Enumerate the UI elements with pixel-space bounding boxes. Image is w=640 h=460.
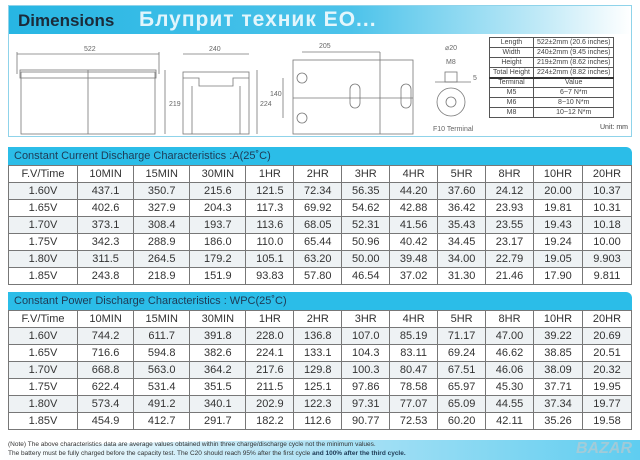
table-cell: 744.2 bbox=[78, 328, 134, 345]
table-cell: 10HR bbox=[534, 311, 583, 328]
table-cell: 151.9 bbox=[190, 268, 246, 285]
table-cell: 121.5 bbox=[246, 183, 294, 200]
table-cell: 104.3 bbox=[342, 345, 390, 362]
terminal-depth-label: 5 bbox=[473, 75, 477, 82]
table-cell: 17.90 bbox=[534, 268, 583, 285]
row-label: 1.60V bbox=[9, 328, 78, 345]
row-label: F.V/Time bbox=[9, 166, 78, 183]
table-cell: 15MIN bbox=[134, 311, 190, 328]
table-cell: 72.34 bbox=[294, 183, 342, 200]
table-cell: 10MIN bbox=[78, 166, 134, 183]
torque-label: M5 bbox=[490, 88, 534, 98]
table-cell: 218.9 bbox=[134, 268, 190, 285]
table-cell: 454.9 bbox=[78, 413, 134, 430]
table-cell: 41.56 bbox=[390, 217, 438, 234]
length-label: 522 bbox=[84, 46, 96, 53]
watermark-logo: BAZAR bbox=[576, 440, 632, 457]
table-cell: 35.26 bbox=[534, 413, 583, 430]
torque-label: M6 bbox=[490, 98, 534, 108]
table-cell: 107.0 bbox=[342, 328, 390, 345]
table-cell: 204.3 bbox=[190, 200, 246, 217]
table-cell: 342.3 bbox=[78, 234, 134, 251]
table-cell: 68.05 bbox=[294, 217, 342, 234]
height-label: 219 bbox=[169, 101, 181, 108]
table-row bbox=[9, 345, 632, 362]
table-cell: 52.31 bbox=[342, 217, 390, 234]
table-cell: 35.43 bbox=[438, 217, 486, 234]
table-cell: 182.2 bbox=[246, 413, 294, 430]
table-cell: 44.20 bbox=[390, 183, 438, 200]
table-cell: 20.51 bbox=[582, 345, 631, 362]
note bbox=[8, 440, 406, 458]
table-cell: 19.77 bbox=[582, 396, 631, 413]
table-cell: 65.09 bbox=[438, 396, 486, 413]
table-cell: 373.1 bbox=[78, 217, 134, 234]
table-row bbox=[9, 396, 632, 413]
table-cell: 136.8 bbox=[294, 328, 342, 345]
table-cell: 20HR bbox=[582, 311, 631, 328]
table-cell: 8HR bbox=[486, 166, 534, 183]
table-row bbox=[9, 413, 632, 430]
table-cell: 202.9 bbox=[246, 396, 294, 413]
table-cell: 20.69 bbox=[582, 328, 631, 345]
spec-label: Height bbox=[490, 58, 534, 68]
table-row bbox=[9, 362, 632, 379]
table-row bbox=[9, 217, 632, 234]
table-cell: 437.1 bbox=[78, 183, 134, 200]
row-label: 1.60V bbox=[9, 183, 78, 200]
table-cell: 211.5 bbox=[246, 379, 294, 396]
row-label: 1.65V bbox=[9, 200, 78, 217]
table-cell: 15MIN bbox=[134, 166, 190, 183]
row-label: 1.85V bbox=[9, 268, 78, 285]
table-cell: 179.2 bbox=[190, 251, 246, 268]
table-cell: 69.24 bbox=[438, 345, 486, 362]
unit-label: Unit: mm bbox=[600, 124, 628, 131]
table-cell: 30MIN bbox=[190, 166, 246, 183]
torque-value: 10~12 N*m bbox=[533, 108, 614, 118]
row-label: 1.85V bbox=[9, 413, 78, 430]
table-cell: 23.93 bbox=[486, 200, 534, 217]
table-cell: 622.4 bbox=[78, 379, 134, 396]
table-cell: 186.0 bbox=[190, 234, 246, 251]
table-cell: 19.81 bbox=[534, 200, 583, 217]
torque-header: Terminal bbox=[490, 78, 534, 88]
note-line-1: (Note) The above characteristics data are average values obtained within three charge/discharge cycle not the minimum values. bbox=[8, 441, 376, 448]
table-cell: 402.6 bbox=[78, 200, 134, 217]
table-cell: 56.35 bbox=[342, 183, 390, 200]
table-cell: 224.1 bbox=[246, 345, 294, 362]
table-cell: 133.1 bbox=[294, 345, 342, 362]
table-cell: 30MIN bbox=[190, 311, 246, 328]
table-cell: 90.77 bbox=[342, 413, 390, 430]
table-cell: 21.46 bbox=[486, 268, 534, 285]
table-cell: 31.30 bbox=[438, 268, 486, 285]
table-cell: 228.0 bbox=[246, 328, 294, 345]
table-cell: 57.80 bbox=[294, 268, 342, 285]
table-cell: 327.9 bbox=[134, 200, 190, 217]
table-cell: 24.12 bbox=[486, 183, 534, 200]
table-cell: 42.11 bbox=[486, 413, 534, 430]
table-cell: 77.07 bbox=[390, 396, 438, 413]
table-cell: 1HR bbox=[246, 311, 294, 328]
current-discharge-title: Constant Current Discharge Characteristics :A(25˚C) bbox=[8, 147, 632, 165]
table-cell: 110.0 bbox=[246, 234, 294, 251]
table-row bbox=[9, 251, 632, 268]
table-cell: 117.3 bbox=[246, 200, 294, 217]
spec-label: Width bbox=[490, 48, 534, 58]
table-header-row bbox=[9, 311, 632, 328]
table-cell: 391.8 bbox=[190, 328, 246, 345]
table-cell: 50.00 bbox=[342, 251, 390, 268]
row-label: 1.80V bbox=[9, 396, 78, 413]
table-cell: 129.8 bbox=[294, 362, 342, 379]
table-cell: 37.71 bbox=[534, 379, 583, 396]
note-line-2: The battery must be fully charged before the capacity test. The C20 should reach 95% after the first cycle bbox=[8, 450, 311, 457]
table-cell: 34.00 bbox=[438, 251, 486, 268]
table-cell: 69.92 bbox=[294, 200, 342, 217]
power-discharge-title: Constant Power Discharge Characteristics : WPC(25˚C) bbox=[8, 292, 632, 310]
table-cell: 47.00 bbox=[486, 328, 534, 345]
table-cell: 350.7 bbox=[134, 183, 190, 200]
table-cell: 291.7 bbox=[190, 413, 246, 430]
table-row bbox=[9, 328, 632, 345]
table-cell: 23.55 bbox=[486, 217, 534, 234]
table-row bbox=[9, 379, 632, 396]
table-cell: 38.09 bbox=[534, 362, 583, 379]
table-cell: 382.6 bbox=[190, 345, 246, 362]
table-cell: 93.83 bbox=[246, 268, 294, 285]
table-cell: 67.51 bbox=[438, 362, 486, 379]
table-cell: 83.11 bbox=[390, 345, 438, 362]
table-cell: 243.8 bbox=[78, 268, 134, 285]
row-label: 1.65V bbox=[9, 345, 78, 362]
table-cell: 611.7 bbox=[134, 328, 190, 345]
table-row bbox=[9, 268, 632, 285]
width-label: 240 bbox=[209, 46, 221, 53]
table-cell: 125.1 bbox=[294, 379, 342, 396]
row-label: 1.75V bbox=[9, 234, 78, 251]
table-cell: 9.903 bbox=[582, 251, 631, 268]
table-cell: 65.97 bbox=[438, 379, 486, 396]
table-cell: 113.6 bbox=[246, 217, 294, 234]
note-line-2-emphasis: and 100% after the third cycle. bbox=[310, 450, 406, 457]
table-cell: 10.31 bbox=[582, 200, 631, 217]
table-cell: 39.22 bbox=[534, 328, 583, 345]
table-cell: 39.48 bbox=[390, 251, 438, 268]
table-cell: 10HR bbox=[534, 166, 583, 183]
table-cell: 10.18 bbox=[582, 217, 631, 234]
torque-value: 8~10 N*m bbox=[533, 98, 614, 108]
table-header-row bbox=[9, 166, 632, 183]
table-cell: 340.1 bbox=[190, 396, 246, 413]
table-cell: 45.30 bbox=[486, 379, 534, 396]
power-discharge-table bbox=[8, 310, 632, 430]
torque-header: Value bbox=[533, 78, 614, 88]
table-cell: 97.31 bbox=[342, 396, 390, 413]
table-cell: 573.4 bbox=[78, 396, 134, 413]
table-cell: 38.85 bbox=[534, 345, 583, 362]
table-cell: 531.4 bbox=[134, 379, 190, 396]
table-cell: 217.6 bbox=[246, 362, 294, 379]
table-cell: 20HR bbox=[582, 166, 631, 183]
table-row bbox=[9, 183, 632, 200]
table-cell: 4HR bbox=[390, 311, 438, 328]
table-cell: 97.86 bbox=[342, 379, 390, 396]
table-cell: 80.47 bbox=[390, 362, 438, 379]
table-cell: 19.24 bbox=[534, 234, 583, 251]
terminal-dia-label: ⌀20 bbox=[445, 45, 458, 52]
table-cell: 44.55 bbox=[486, 396, 534, 413]
spec-value: 219±2mm (8.62 inches) bbox=[533, 58, 614, 68]
torque-value: 6~7 N*m bbox=[533, 88, 614, 98]
table-cell: 594.8 bbox=[134, 345, 190, 362]
spec-value: 224±2mm (8.82 inches) bbox=[533, 68, 614, 78]
dimensions-title: Dimensions bbox=[18, 11, 115, 30]
table-cell: 193.7 bbox=[190, 217, 246, 234]
table-cell: 288.9 bbox=[134, 234, 190, 251]
table-cell: 716.6 bbox=[78, 345, 134, 362]
terminal-gap-label: 140 bbox=[270, 91, 282, 98]
watermark-text: Блуприт техник ЕО... bbox=[139, 8, 377, 31]
table-cell: 71.17 bbox=[438, 328, 486, 345]
row-label: 1.70V bbox=[9, 217, 78, 234]
table-cell: 50.96 bbox=[342, 234, 390, 251]
spec-value: 240±2mm (9.45 inches) bbox=[533, 48, 614, 58]
table-cell: 22.79 bbox=[486, 251, 534, 268]
table-cell: 100.3 bbox=[342, 362, 390, 379]
total-height-label: 224 bbox=[260, 101, 272, 108]
table-row bbox=[9, 200, 632, 217]
table-cell: 1HR bbox=[246, 166, 294, 183]
torque-label: M8 bbox=[490, 108, 534, 118]
table-cell: 3HR bbox=[342, 311, 390, 328]
row-label: 1.70V bbox=[9, 362, 78, 379]
table-cell: 19.05 bbox=[534, 251, 583, 268]
table-cell: 668.8 bbox=[78, 362, 134, 379]
table-cell: 5HR bbox=[438, 166, 486, 183]
power-discharge-section bbox=[8, 292, 632, 430]
table-cell: 364.2 bbox=[190, 362, 246, 379]
table-cell: 215.6 bbox=[190, 183, 246, 200]
table-cell: 412.7 bbox=[134, 413, 190, 430]
table-cell: 34.45 bbox=[438, 234, 486, 251]
table-cell: 85.19 bbox=[390, 328, 438, 345]
row-label: 1.75V bbox=[9, 379, 78, 396]
table-cell: 46.62 bbox=[486, 345, 534, 362]
table-cell: 63.20 bbox=[294, 251, 342, 268]
table-cell: 10MIN bbox=[78, 311, 134, 328]
row-label: F.V/Time bbox=[9, 311, 78, 328]
table-cell: 10.37 bbox=[582, 183, 631, 200]
table-cell: 491.2 bbox=[134, 396, 190, 413]
terminal-name-label: F10 Terminal bbox=[433, 126, 474, 133]
table-cell: 37.34 bbox=[534, 396, 583, 413]
table-cell: 112.6 bbox=[294, 413, 342, 430]
table-cell: 311.5 bbox=[78, 251, 134, 268]
spec-label: Total Height bbox=[490, 68, 534, 78]
table-cell: 19.43 bbox=[534, 217, 583, 234]
table-cell: 65.44 bbox=[294, 234, 342, 251]
table-cell: 23.17 bbox=[486, 234, 534, 251]
terminal-thread-label: M8 bbox=[446, 59, 456, 66]
table-cell: 72.53 bbox=[390, 413, 438, 430]
current-discharge-table bbox=[8, 165, 632, 285]
spec-label: Length bbox=[490, 38, 534, 48]
table-row bbox=[9, 234, 632, 251]
table-cell: 20.00 bbox=[534, 183, 583, 200]
table-cell: 2HR bbox=[294, 166, 342, 183]
spec-table bbox=[489, 37, 614, 118]
row-label: 1.80V bbox=[9, 251, 78, 268]
table-cell: 19.95 bbox=[582, 379, 631, 396]
table-cell: 264.5 bbox=[134, 251, 190, 268]
table-cell: 54.62 bbox=[342, 200, 390, 217]
table-cell: 78.58 bbox=[390, 379, 438, 396]
table-cell: 4HR bbox=[390, 166, 438, 183]
table-cell: 46.06 bbox=[486, 362, 534, 379]
table-cell: 2HR bbox=[294, 311, 342, 328]
table-cell: 563.0 bbox=[134, 362, 190, 379]
table-cell: 60.20 bbox=[438, 413, 486, 430]
table-cell: 122.3 bbox=[294, 396, 342, 413]
table-cell: 36.42 bbox=[438, 200, 486, 217]
current-discharge-section bbox=[8, 147, 632, 285]
table-cell: 8HR bbox=[486, 311, 534, 328]
battery-drawings bbox=[9, 34, 489, 138]
table-cell: 10.00 bbox=[582, 234, 631, 251]
table-cell: 46.54 bbox=[342, 268, 390, 285]
table-cell: 351.5 bbox=[190, 379, 246, 396]
table-cell: 20.32 bbox=[582, 362, 631, 379]
table-cell: 37.60 bbox=[438, 183, 486, 200]
table-cell: 37.02 bbox=[390, 268, 438, 285]
table-cell: 308.4 bbox=[134, 217, 190, 234]
table-cell: 105.1 bbox=[246, 251, 294, 268]
terminal-span-label: 205 bbox=[319, 43, 331, 50]
table-cell: 3HR bbox=[342, 166, 390, 183]
table-cell: 5HR bbox=[438, 311, 486, 328]
table-cell: 42.88 bbox=[390, 200, 438, 217]
table-cell: 19.58 bbox=[582, 413, 631, 430]
spec-value: 522±2mm (20.6 inches) bbox=[533, 38, 614, 48]
table-cell: 9.811 bbox=[582, 268, 631, 285]
table-cell: 40.42 bbox=[390, 234, 438, 251]
